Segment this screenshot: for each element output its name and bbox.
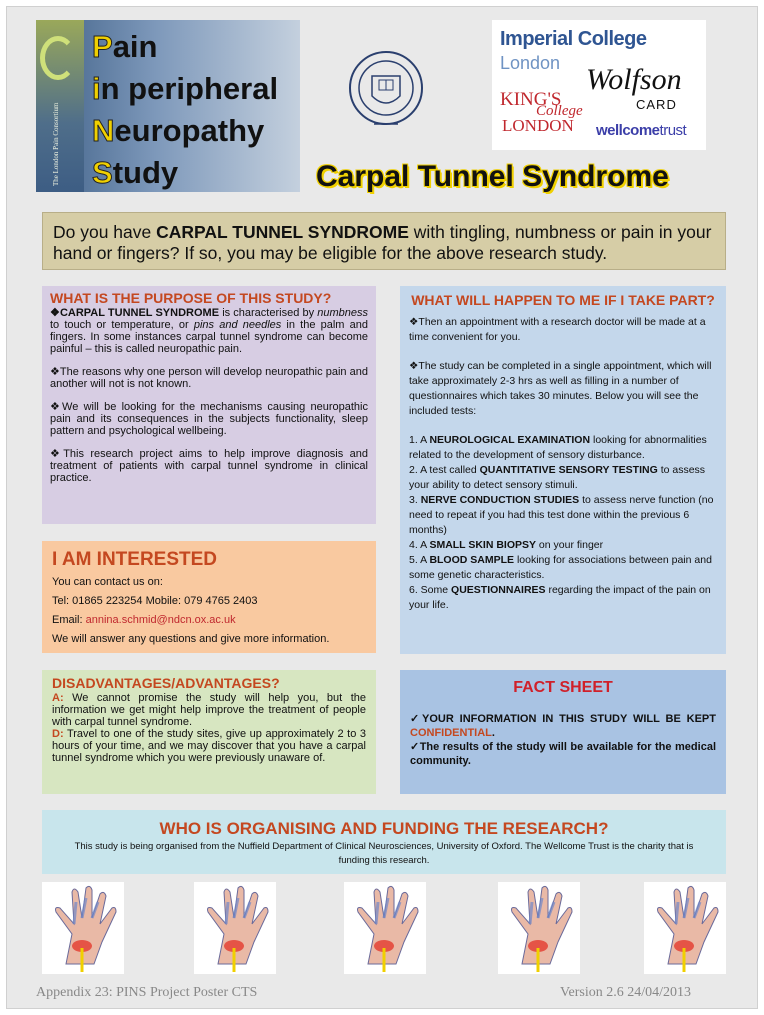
consortium-logo-icon (40, 36, 76, 80)
participation-box (400, 286, 726, 654)
participation-heading: WHAT WILL HAPPEN TO ME IF I TAKE PART? (411, 292, 715, 308)
kings-logo-line1: KING'S (500, 89, 562, 110)
hand-illustration-icon (644, 882, 726, 974)
consortium-vertical-text: The London Pain Consortium (52, 102, 60, 186)
test-name: QUESTIONNAIRES (451, 584, 546, 596)
purpose-paragraph: ❖The reasons why one person will develop neuropathic pain and another will not is not known. (50, 366, 368, 390)
title-line (92, 110, 278, 152)
purpose-emphasis: numbness (317, 307, 368, 319)
test-item (409, 538, 717, 553)
hand-illustration-icon (498, 882, 580, 974)
purpose-text: in the palm and fingers. In some instances carpal tunnel syndrome can become painful – this is called neuropathic pain. (50, 319, 368, 355)
title-rest: n peripheral (100, 71, 279, 106)
funding-heading: WHO IS ORGANISING AND FUNDING THE RESEARCH? (159, 819, 609, 838)
test-name: QUANTITATIVE SENSORY TESTING (479, 464, 658, 476)
eligibility-question (42, 212, 726, 270)
disadvantage-body: Travel to one of the study sites, give up approximately 2 to 3 hours of your time, and we may discover that you have a carpal tunnel syndrome which you were previously unaware of. (52, 728, 366, 764)
title-line (92, 26, 278, 68)
title-initial: i (92, 71, 101, 106)
wellcome-logo (596, 122, 686, 139)
contact-intro: You can contact us on: (52, 576, 163, 588)
purpose-text: to touch or temperature, or (50, 319, 194, 331)
test-name: NEUROLOGICAL EXAMINATION (429, 434, 591, 446)
fact-text: . (491, 727, 495, 739)
test-name: SMALL SKIN BIOPSY (429, 539, 537, 551)
title-initial: S (92, 155, 113, 190)
title-initial: N (92, 113, 115, 148)
test-item (409, 493, 717, 538)
test-number: 6. Some (409, 584, 452, 596)
title-initial: P (92, 29, 113, 64)
footer-appendix: Appendix 23: PINS Project Poster CTS (36, 985, 258, 1000)
contact-heading: I AM INTERESTED (52, 549, 218, 570)
title-rest: ain (112, 29, 158, 64)
advantage-text (52, 692, 366, 728)
test-item (409, 463, 717, 493)
purpose-text: is characterised by (219, 307, 318, 319)
fact-confidential: CONFIDENTIAL (410, 727, 492, 739)
footer-version: Version 2.6 24/04/2013 (560, 985, 692, 1000)
test-item (409, 433, 717, 463)
test-desc: on your finger (536, 539, 604, 551)
oxford-crest-icon (346, 46, 426, 134)
wolfson-logo: Wolfson (586, 63, 682, 96)
disadvantage-text (52, 728, 366, 764)
title-rest: tudy (112, 155, 179, 190)
question-text: Do you have (53, 222, 157, 242)
contact-box (42, 541, 376, 653)
email-link[interactable]: annina.schmid@ndcn.ox.ac.uk (85, 614, 236, 626)
fact-item (410, 712, 716, 740)
title-line (92, 152, 278, 194)
fact-item: ✓The results of the study will be available for the medical community. (410, 741, 716, 767)
purpose-paragraph: ❖We will be looking for the mechanisms causing neuropathic pain and its consequences in the subjects functionality, sleep pattern and psychological wellbeing. (50, 401, 368, 437)
title-line (92, 68, 278, 110)
purpose-term: ❖CARPAL TUNNEL SYNDROME (50, 307, 220, 319)
purpose-emphasis: pins and needles (193, 319, 282, 331)
fact-text: ✓YOUR INFORMATION IN THIS STUDY WILL BE KEPT (410, 713, 716, 725)
disadvantage-label: D: (52, 728, 64, 740)
imperial-logo: Imperial College (500, 28, 647, 50)
wellcome-logo-rest: trust (659, 122, 687, 139)
test-name: BLOOD SAMPLE (429, 554, 515, 566)
disadvantages-box (42, 670, 376, 794)
test-number: 3. (409, 494, 421, 506)
funding-box (42, 810, 726, 874)
wolfson-logo-sub: CARD (636, 97, 677, 112)
advantage-body: We cannot promise the study will help you, but the information we get might help improve the treatment of people with carpal tunnel syndrome. (52, 692, 366, 728)
condition-title: Carpal Tunnel Syndrome (316, 160, 669, 193)
question-text: with tingling, numbness or pain in your hand or fingers? If so, you may be eligible for the above research study. (53, 222, 712, 263)
test-desc: looking for abnormalities related to the development of sensory disturbance. (409, 434, 707, 461)
test-name: NERVE CONDUCTION STUDIES (420, 494, 580, 506)
hand-illustration-icon (344, 882, 426, 974)
kings-logo-line2: College (536, 103, 583, 119)
study-title (92, 26, 278, 194)
purpose-paragraph: ❖This research project aims to help improve diagnosis and treatment of patients with carpal tunnel syndrome in clinical practice. (50, 448, 368, 484)
advantage-label: A: (52, 692, 64, 704)
contact-phone: Tel: 01865 223254 Mobile: 079 4765 2403 (52, 595, 258, 607)
contact-note: We will answer any questions and give more information. (52, 633, 330, 645)
participation-intro: ❖Then an appointment with a research doctor will be made at a time convenient for you. (409, 316, 706, 343)
test-desc: to assess nerve function (no need to repeat if you had this test done within the previous 6 months) (409, 494, 714, 536)
fact-sheet-heading: FACT SHEET (513, 679, 613, 696)
test-desc: looking for associations between pain and some genetic characteristics. (409, 554, 712, 581)
test-item (409, 553, 717, 583)
test-number: 2. A test called (409, 464, 480, 476)
test-desc: to assess your ability to detect sensory stimuli. (409, 464, 706, 491)
hand-illustration-icon (194, 882, 276, 974)
contact-email-line (52, 611, 366, 630)
imperial-logo-sub: London (500, 53, 561, 73)
test-desc: regarding the impact of the pain on your life. (409, 584, 711, 611)
test-number: 4. A (409, 539, 430, 551)
title-rest: europathy (114, 113, 265, 148)
wellcome-logo-bold: wellcome (596, 122, 660, 139)
funding-text: This study is being organised from the Nuffield Department of Clinical Neurosciences, University of Oxford. The Wellcome Trust is the charity that is funding this research. (74, 841, 694, 866)
purpose-paragraph (50, 307, 368, 355)
email-label: Email: (52, 614, 86, 626)
participation-intro: ❖The study can be completed in a single appointment, which will take approximately 2-3 hrs as well as filling in a number of questionnaires which takes 30 minutes. Below you will see the included tests: (409, 360, 712, 417)
hand-illustration-icon (42, 882, 124, 974)
kings-logo-line3: LONDON (502, 116, 574, 135)
question-condition: CARPAL TUNNEL SYNDROME (156, 222, 409, 242)
test-number: 1. A (409, 434, 430, 446)
test-number: 5. A (409, 554, 430, 566)
fact-sheet-box (400, 670, 726, 794)
purpose-box (42, 286, 376, 524)
purpose-heading: WHAT IS THE PURPOSE OF THIS STUDY? (50, 290, 332, 306)
test-item (409, 583, 717, 613)
disadvantages-heading: DISADVANTAGES/ADVANTAGES? (52, 675, 280, 691)
